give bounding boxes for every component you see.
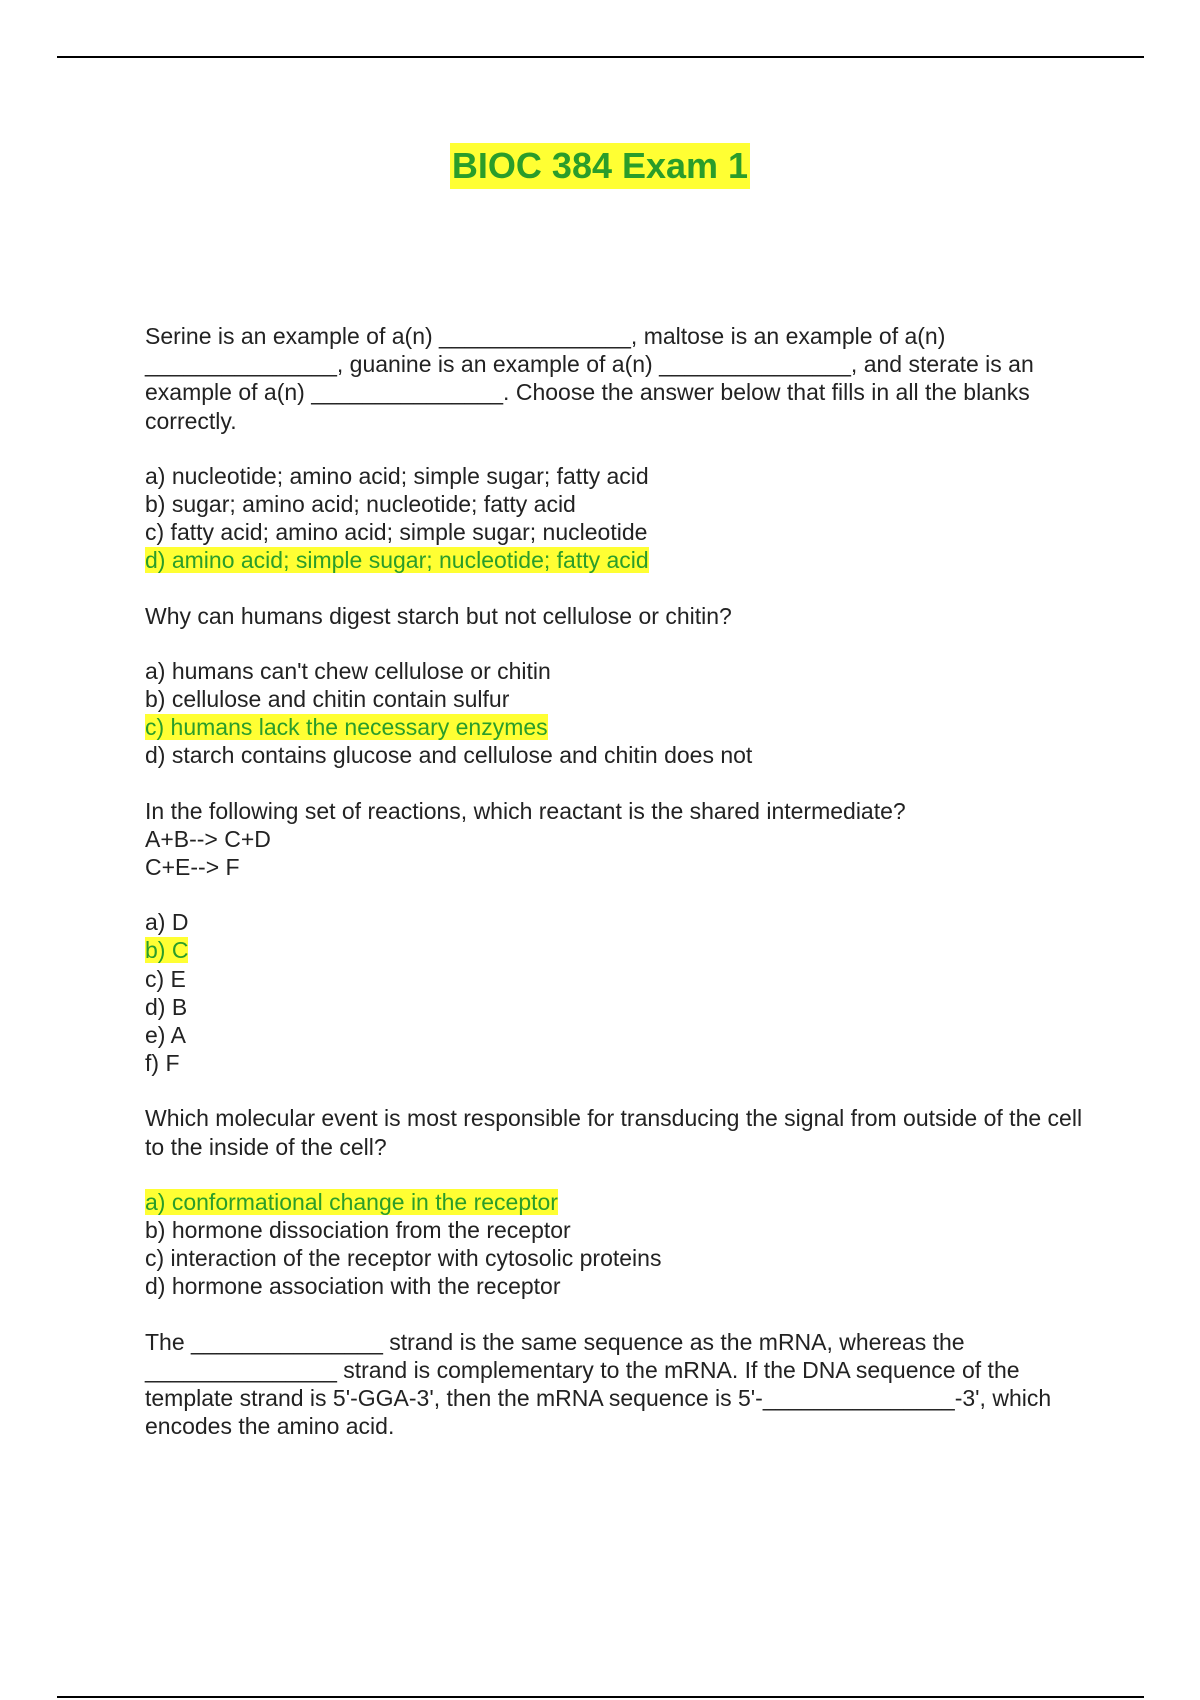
q2-option-a: a) humans can't chew cellulose or chitin xyxy=(145,657,551,684)
q1-option-c: c) fatty acid; amino acid; simple sugar; nucleotide xyxy=(145,519,648,546)
question-4-options xyxy=(145,1188,1095,1301)
top-rule xyxy=(57,56,1144,58)
title-wrap xyxy=(0,143,1200,189)
q4-option-a-correct: a) conformational change in the receptor xyxy=(145,1188,558,1215)
exam-content xyxy=(145,322,1095,1441)
q1-option-b: b) sugar; amino acid; nucleotide; fatty acid xyxy=(145,491,576,518)
question-2-text: Why can humans digest starch but not cellulose or chitin? xyxy=(145,602,732,629)
q3-reaction-2: C+E--> F xyxy=(145,854,240,881)
q3-option-c: c) E xyxy=(145,965,186,992)
q1-option-a: a) nucleotide; amino acid; simple sugar; fatty acid xyxy=(145,462,649,489)
q3-reaction-1: A+B--> C+D xyxy=(145,825,271,852)
q2-option-b: b) cellulose and chitin contain sulfur xyxy=(145,686,510,713)
question-1-text: Serine is an example of a(n) _______________, maltose is an example of a(n) _______________, guanine is an example of a(n) _______________, and sterate is an example of a(n) _______________. Choose the answer below that fills in all the blanks correctly. xyxy=(145,323,1034,434)
question-4-text: Which molecular event is most responsible for transducing the signal from outside of the cell to the inside of the cell? xyxy=(145,1105,1083,1160)
question-3-options xyxy=(145,908,1095,1077)
q4-option-b: b) hormone dissociation from the receptor xyxy=(145,1217,571,1244)
question-5-text: The _______________ strand is the same sequence as the mRNA, whereas the _______________ strand is complementary to the mRNA. If the DNA sequence of the template strand is 5'-GGA-3', then the mRNA sequence is 5'-_______________-3', which encodes the amino acid. xyxy=(145,1328,1052,1440)
bottom-rule xyxy=(57,1696,1144,1698)
q2-option-c-correct: c) humans lack the necessary enzymes xyxy=(145,714,548,741)
q3-option-a: a) D xyxy=(145,909,189,936)
page-title: BIOC 384 Exam 1 xyxy=(450,143,750,189)
question-1-options xyxy=(145,462,1095,575)
q1-option-d-correct: d) amino acid; simple sugar; nucleotide; fatty acid xyxy=(145,547,649,574)
q3-option-b-correct: b) C xyxy=(145,937,189,964)
q3-option-e: e) A xyxy=(145,1022,186,1049)
q3-option-f: f) F xyxy=(145,1050,180,1077)
question-3-text: In the following set of reactions, which reactant is the shared intermediate? xyxy=(145,797,906,824)
question-2-options xyxy=(145,657,1095,770)
q3-option-d: d) B xyxy=(145,993,188,1020)
q2-option-d: d) starch contains glucose and cellulose and chitin does not xyxy=(145,742,753,769)
q4-option-d: d) hormone association with the receptor xyxy=(145,1273,561,1300)
q4-option-c: c) interaction of the receptor with cytosolic proteins xyxy=(145,1245,662,1272)
